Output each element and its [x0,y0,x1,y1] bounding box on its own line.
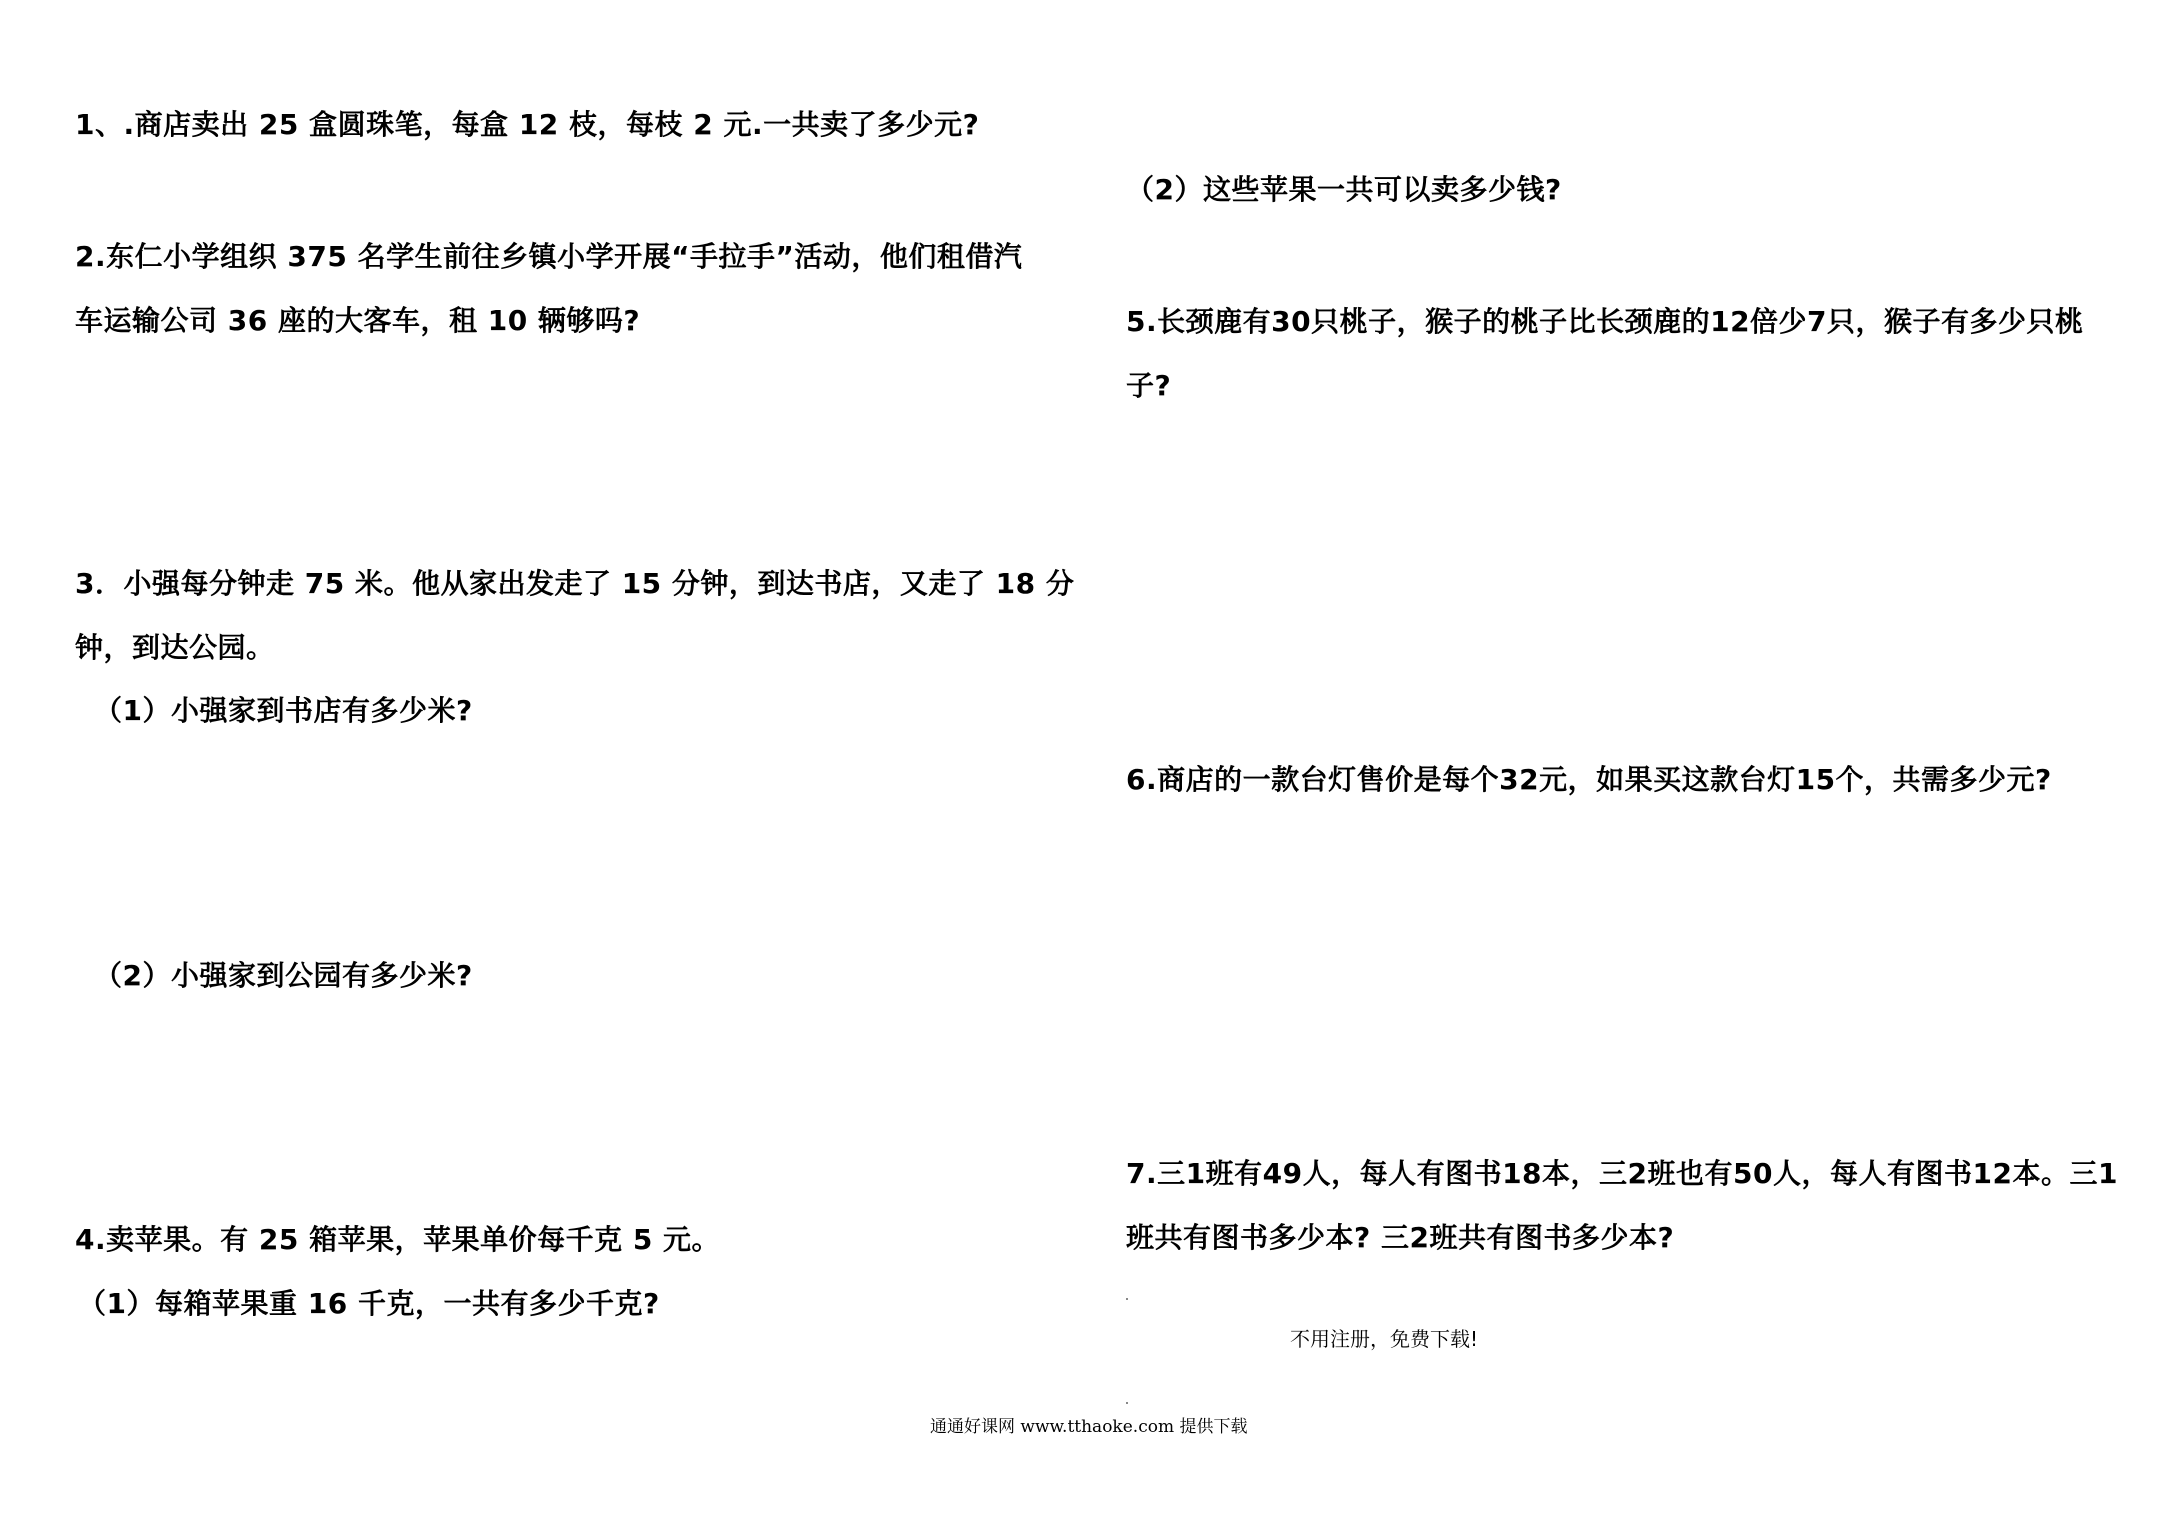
question-2-line-2: 车运输公司 36 座的大客车，租 10 辆够吗? [75,304,641,337]
question-5-line-2: 子? [1126,369,1172,402]
question-1: 1、.商店卖出 25 盒圆珠笔，每盒 12 枝，每枝 2 元.一共卖了多少元? [75,108,980,141]
question-4-sub-2: （2）这些苹果一共可以卖多少钱? [1126,173,1562,206]
question-3-line-1: 3．小强每分钟走 75 米。他从家出发走了 15 分钟，到达书店，又走了 18 分 [75,567,1075,600]
question-7-line-1: 7.三1班有49人，每人有图书18本，三2班也有50人，每人有图书12本。三1 [1126,1157,2118,1190]
scan-dot-top [1126,1298,1128,1300]
scan-dot-bottom [1126,1402,1128,1404]
question-3-sub-1: （1）小强家到书店有多少米? [94,694,473,727]
footer-note: 不用注册，免费下载! [1290,1327,1479,1351]
question-7-line-2: 班共有图书多少本? 三2班共有图书多少本? [1126,1221,1675,1254]
question-3-line-2: 钟，到达公园。 [75,631,275,664]
question-2-line-1: 2.东仁小学组织 375 名学生前往乡镇小学开展“手拉手”活动，他们租借汽 [75,240,1023,273]
footer-site: 通通好课网 www.tthaoke.com 提供下载 [930,1417,1248,1437]
question-5-line-1: 5.长颈鹿有30只桃子，猴子的桃子比长颈鹿的12倍少7只，猴子有多少只桃 [1126,305,2084,338]
question-4-line-1: 4.卖苹果。有 25 箱苹果，苹果单价每千克 5 元。 [75,1223,721,1256]
question-6: 6.商店的一款台灯售价是每个32元，如果买这款台灯15个，共需多少元? [1126,763,2052,796]
question-3-sub-2: （2）小强家到公园有多少米? [94,959,473,992]
question-4-sub-1: （1）每箱苹果重 16 千克，一共有多少千克? [78,1287,660,1320]
